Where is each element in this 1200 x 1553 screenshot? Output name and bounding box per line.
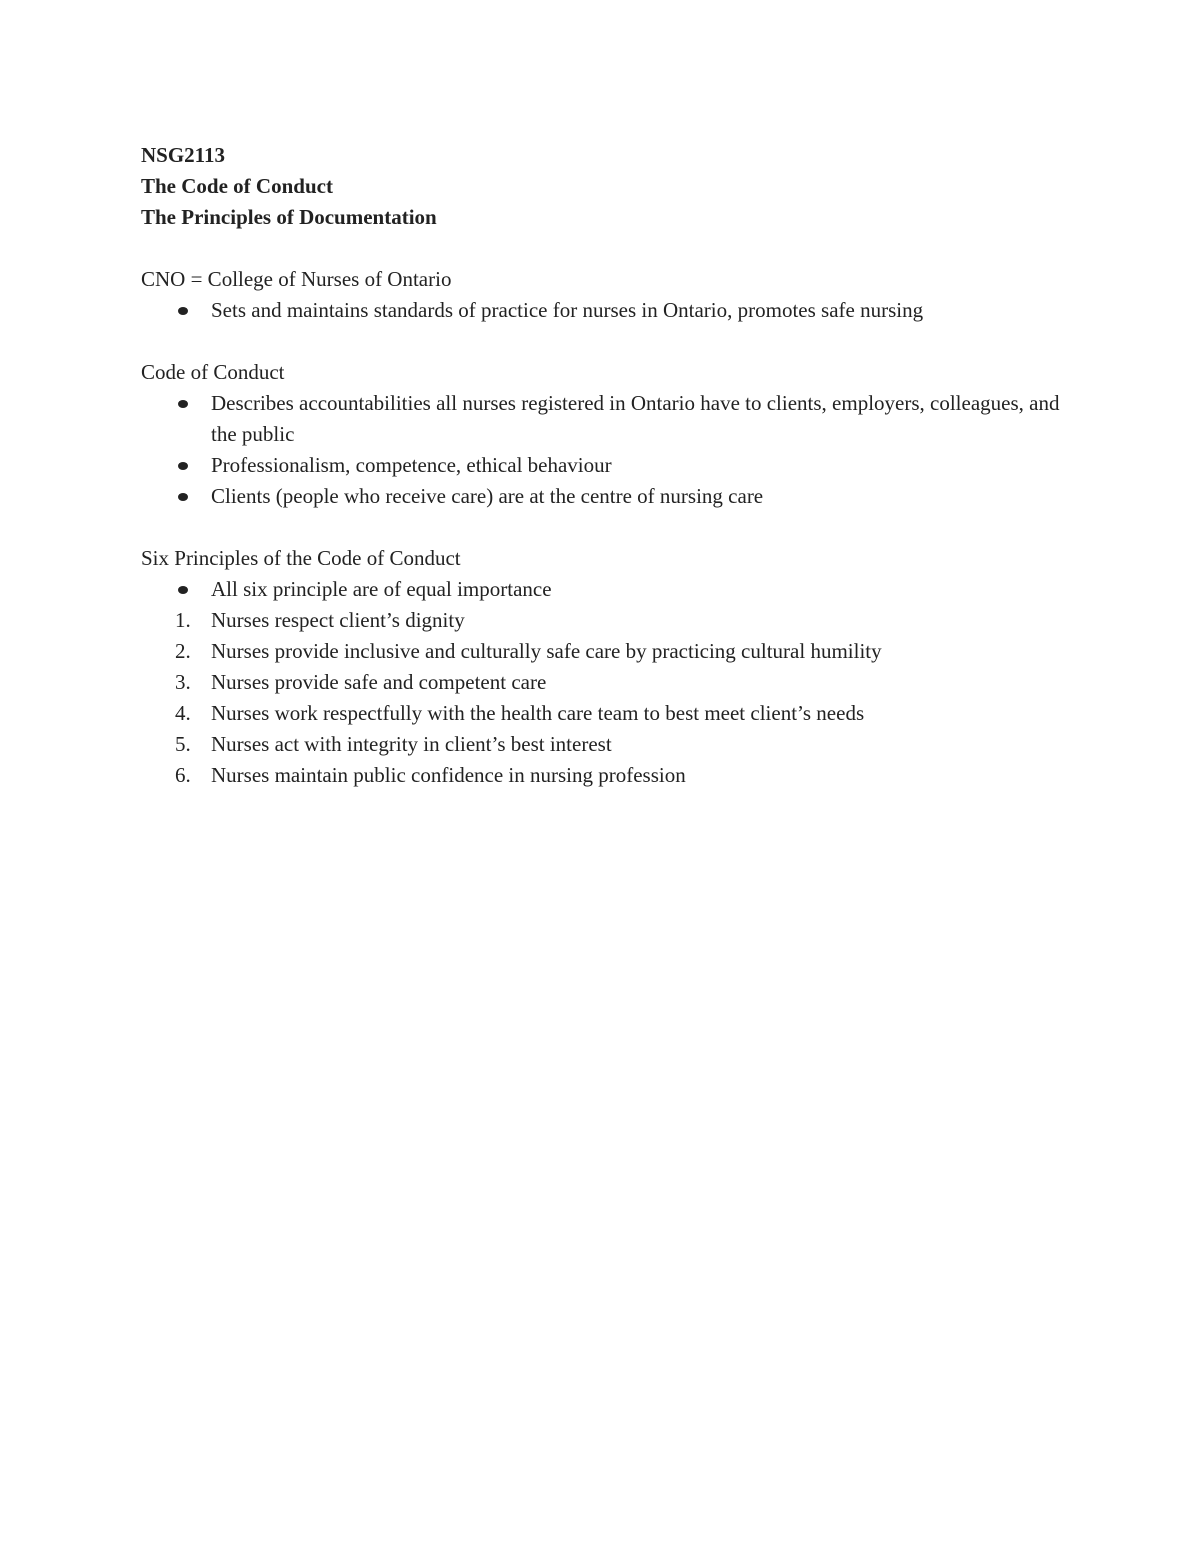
bullet-icon — [178, 307, 188, 315]
numbered-item — [141, 729, 1061, 760]
section-heading: Code of Conduct — [141, 360, 285, 384]
list-item-text: Clients (people who receive care) are at the centre of nursing care — [211, 484, 764, 508]
bullet-icon — [178, 400, 188, 408]
item-number: 5. — [175, 732, 191, 756]
document-subtitle: The Principles of Documentation — [141, 205, 437, 229]
bullet-list — [141, 295, 1061, 326]
numbered-item — [141, 698, 1061, 729]
list-item — [141, 574, 1061, 605]
document-title: The Code of Conduct — [141, 174, 333, 198]
list-item — [141, 388, 1061, 450]
numbered-item-text: Nurses provide inclusive and culturally safe care by practicing cultural humility — [211, 639, 882, 663]
bullet-icon — [178, 586, 188, 594]
section-cno — [141, 264, 1061, 326]
bullet-list — [141, 388, 1061, 512]
bullet-icon — [178, 493, 188, 501]
list-item-text: Describes accountabilities all nurses registered in Ontario have to clients, employers, colleagues, and the public — [211, 391, 1060, 446]
course-code: NSG2113 — [141, 143, 226, 167]
section-heading: Six Principles of the Code of Conduct — [141, 546, 461, 570]
item-number: 3. — [175, 670, 191, 694]
numbered-item — [141, 605, 1061, 636]
numbered-item-text: Nurses maintain public confidence in nursing profession — [211, 763, 686, 787]
section-six-principles — [141, 543, 1061, 791]
item-number: 4. — [175, 701, 191, 725]
numbered-item-text: Nurses respect client’s dignity — [211, 608, 465, 632]
section-code-of-conduct — [141, 357, 1061, 512]
numbered-item-text: Nurses provide safe and competent care — [211, 670, 547, 694]
bullet-icon — [178, 462, 188, 470]
item-number: 1. — [175, 608, 191, 632]
bullet-list — [141, 574, 1061, 605]
document-body — [141, 140, 1061, 791]
section-heading: CNO = College of Nurses of Ontario — [141, 267, 452, 291]
numbered-list — [141, 605, 1061, 791]
numbered-item — [141, 636, 1061, 667]
numbered-item — [141, 667, 1061, 698]
list-item — [141, 481, 1061, 512]
list-item — [141, 450, 1061, 481]
list-item-text: All six principle are of equal importance — [211, 577, 552, 601]
list-item-text: Professionalism, competence, ethical behaviour — [211, 453, 612, 477]
item-number: 2. — [175, 639, 191, 663]
list-item-text: Sets and maintains standards of practice for nurses in Ontario, promotes safe nursing — [211, 298, 924, 322]
numbered-item-text: Nurses act with integrity in client’s best interest — [211, 732, 612, 756]
list-item — [141, 295, 1061, 326]
numbered-item — [141, 760, 1061, 791]
item-number: 6. — [175, 763, 191, 787]
numbered-item-text: Nurses work respectfully with the health care team to best meet client’s needs — [211, 701, 865, 725]
